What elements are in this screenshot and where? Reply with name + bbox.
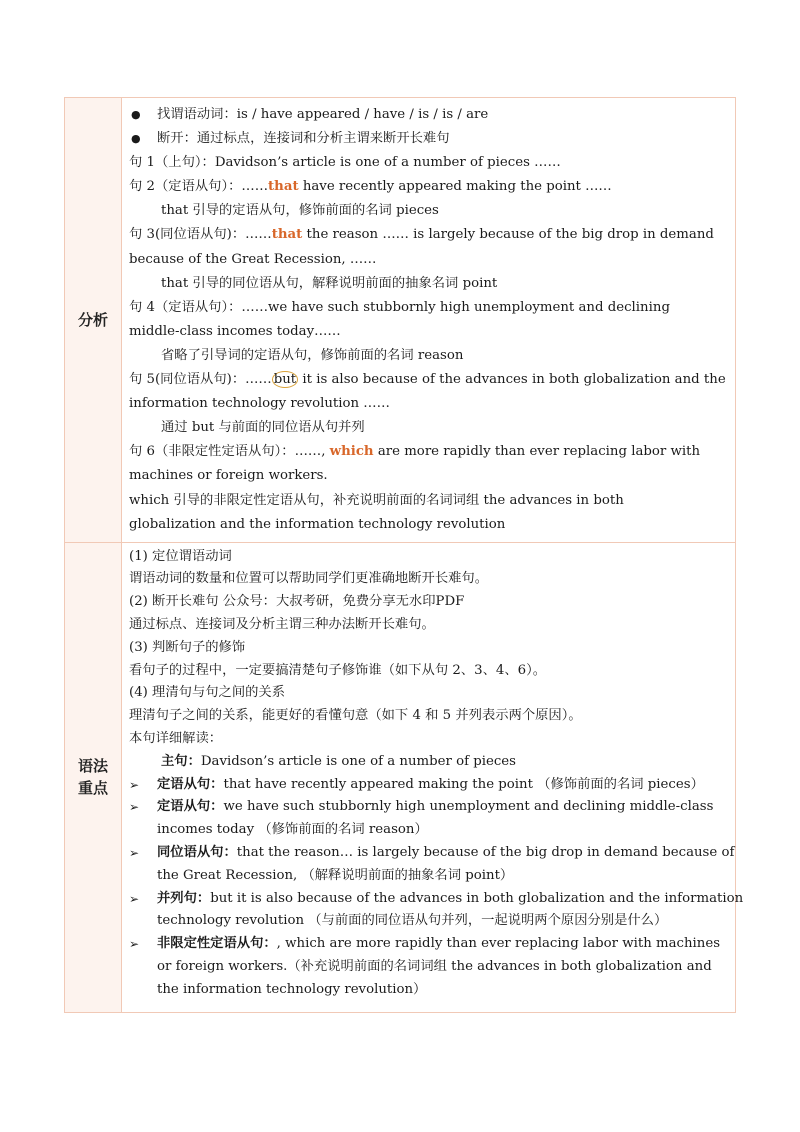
text-segment: (3) 判断句子的修饰: [129, 639, 246, 655]
text-segment: 理清句子之间的关系，能更好的看懂句意（如下 4 和 5 并列表示两个原因）。: [129, 708, 582, 724]
text-segment: 句 6（非限定性定语从句）：……,: [129, 444, 330, 460]
text-segment: (4) 理清句与句之间的关系: [129, 685, 286, 701]
arrow-item: [129, 888, 743, 911]
grammar-row: [65, 543, 744, 1012]
bold-term: 主句：: [161, 753, 201, 769]
text-segment: 句 1（上句）：Davidson’s article is one of a number of pieces ……: [129, 155, 561, 171]
arrow-item: [129, 933, 743, 956]
text-segment: machines or foreign workers.: [129, 468, 328, 484]
text-segment: Davidson’s article is one of a number of pieces: [200, 753, 517, 769]
highlight-keyword: that: [268, 179, 299, 195]
text-segment: (1) 定位谓语动词: [129, 548, 232, 564]
text-segment: that 引导的同位语从句，解释说明前面的抽象名词 point: [161, 275, 498, 291]
grammar-line: [129, 591, 743, 614]
grammar-line: [129, 728, 743, 751]
grammar-line: [129, 956, 743, 979]
arrow-bullet-icon: ➢: [129, 937, 140, 952]
analysis-line: [129, 175, 729, 199]
grammar-line: [129, 751, 743, 774]
analysis-line: [129, 392, 729, 416]
text-segment: 句 5(同位语从句)：……: [129, 372, 272, 388]
text-segment: the information technology revolution）: [157, 981, 427, 997]
grammar-line: [129, 637, 743, 660]
text-segment: the reason …… is largely because of the big drop in demand: [302, 227, 714, 243]
circled-keyword: but: [273, 372, 297, 388]
analysis-table: [64, 97, 744, 1013]
grammar-line: [129, 568, 743, 591]
grammar-line: [129, 660, 743, 683]
grammar-label-text: 语法重点: [78, 757, 109, 798]
text-segment: middle-class incomes today……: [129, 323, 341, 339]
arrow-item: [129, 796, 743, 819]
analysis-row: [65, 98, 735, 543]
analysis-line: [129, 199, 729, 223]
highlight-keyword: which: [329, 444, 374, 460]
text-segment: 句 3(同位语从句)：……: [129, 227, 272, 243]
text-segment: 找谓语动词：is / have appeared / have / is / is / are: [157, 107, 489, 122]
analysis-line: [129, 296, 729, 320]
text-segment: 通过标点、连接词及分析主谓三种办法断开长难句。: [129, 617, 435, 633]
grammar-line: [129, 614, 743, 637]
text-segment: that the reason… is largely because of the big drop in demand because of: [236, 845, 735, 861]
arrow-bullet-icon: ➢: [129, 846, 140, 861]
analysis-line: [129, 489, 729, 513]
analysis-line: [129, 513, 729, 537]
bold-term: 非限定性定语从句：: [157, 936, 277, 952]
analysis-line: [129, 248, 729, 272]
arrow-bullet-icon: ➢: [129, 800, 140, 815]
bold-term: 定语从句：: [157, 776, 224, 792]
analysis-content: [122, 98, 735, 542]
grammar-line: [129, 910, 743, 933]
grammar-content: [122, 543, 749, 1012]
text-segment: 本句详细解读：: [129, 731, 223, 747]
highlight-keyword: that: [271, 227, 303, 243]
analysis-line: [129, 151, 729, 175]
grammar-line: [129, 819, 743, 842]
arrow-bullet-icon: ➢: [129, 891, 140, 906]
text-segment: 谓语动词的数量和位置可以帮助同学们更准确地断开长难句。: [129, 571, 489, 587]
bold-term: 并列句：: [157, 890, 211, 906]
text-segment: , which are more rapidly than ever replacing labor with machines: [276, 936, 721, 952]
grammar-line: [129, 546, 743, 569]
bullet-line: [129, 127, 729, 151]
analysis-line: [129, 320, 729, 344]
grammar-label: [65, 543, 122, 1012]
text-segment: it is also because of the advances in both globalization and the: [298, 372, 726, 388]
arrow-bullet-icon: ➢: [129, 777, 140, 792]
grammar-line: [129, 865, 743, 888]
text-segment: but it is also because of the advances in both globalization and the information: [210, 890, 744, 906]
arrow-item: [129, 774, 743, 797]
text-segment: 句 2（定语从句）：……: [129, 179, 269, 195]
analysis-label: 分析: [65, 98, 122, 542]
text-segment: information technology revolution ……: [129, 396, 390, 412]
text-segment: we have such stubbornly high unemployment and declining middle-class: [223, 799, 714, 815]
text-segment: that 引导的定语从句，修饰前面的名词 pieces: [161, 203, 439, 219]
grammar-line: [129, 682, 743, 705]
analysis-line: [129, 416, 729, 440]
text-segment: the Great Recession, （解释说明前面的抽象名词 point）: [157, 867, 514, 883]
analysis-line: [129, 464, 729, 488]
analysis-line: [129, 272, 729, 296]
text-segment: 省略了引导词的定语从句，修饰前面的名词 reason: [161, 347, 464, 363]
arrow-item: [129, 842, 743, 865]
text-segment: that have recently appeared making the point （修饰前面的名词 pieces）: [223, 776, 704, 792]
bold-term: 定语从句：: [157, 799, 224, 815]
bold-term: 同位语从句：: [157, 845, 237, 861]
grammar-text: (2) 断开长难句 公众号：大叔考研，免费分享无水印PDF: [129, 594, 465, 610]
text-segment: incomes today （修饰前面的名词 reason）: [157, 822, 428, 838]
text-segment: or foreign workers.（补充说明前面的名词词组 the advances in both globalization and: [157, 959, 712, 975]
text-segment: have recently appeared making the point ……: [298, 179, 612, 195]
grammar-line: [129, 705, 743, 728]
analysis-line: [129, 223, 729, 247]
text-segment: 断开：通过标点，连接词和分析主谓来断开长难句: [157, 131, 450, 147]
text-segment: which 引导的非限定性定语从句，补充说明前面的名词词组 the advances in both: [129, 492, 624, 508]
text-segment: are more rapidly than ever replacing labor with: [373, 444, 701, 460]
text-segment: globalization and the information technology revolution: [129, 516, 506, 532]
analysis-line: [129, 344, 729, 368]
text-segment: technology revolution （与前面的同位语从句并列，一起说明两个原因分别是什么）: [157, 913, 668, 929]
text-segment: 通过 but 与前面的同位语从句并列: [161, 420, 365, 436]
text-segment: 句 4（定语从句）：……we have such stubbornly high unemployment and declining: [129, 299, 670, 315]
text-segment: 看句子的过程中，一定要搞清楚句子修饰谁（如下从句 2、3、4、6）。: [129, 662, 547, 678]
analysis-line: [129, 368, 729, 392]
grammar-line: [129, 979, 743, 1002]
text-segment: because of the Great Recession, ……: [129, 251, 377, 267]
analysis-line: [129, 440, 729, 464]
bullet-line: [129, 103, 729, 127]
